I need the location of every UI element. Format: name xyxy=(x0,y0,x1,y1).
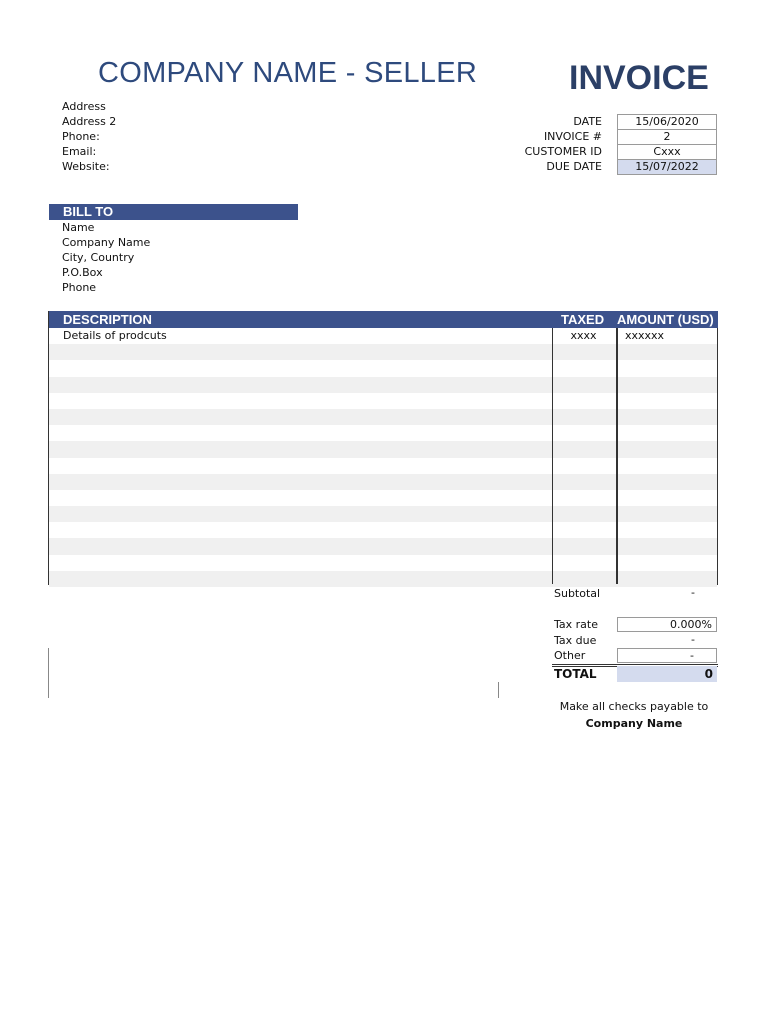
seller-email: Email: xyxy=(62,145,97,158)
bill-to-pobox: P.O.Box xyxy=(62,266,103,279)
bill-to-company: Company Name xyxy=(62,236,151,249)
meta-label-customer-id: CUSTOMER ID xyxy=(524,145,602,158)
meta-value-invoice-number[interactable]: 2 xyxy=(617,129,717,144)
column-divider-amount xyxy=(616,328,618,584)
payable-note xyxy=(540,698,728,732)
meta-label-due-date: DUE DATE xyxy=(546,160,602,173)
bill-to-phone: Phone xyxy=(62,281,97,294)
items-table xyxy=(48,311,718,585)
header-description: DESCRIPTION xyxy=(63,312,152,327)
tax-rate-input[interactable]: 0.000% xyxy=(617,617,717,632)
seller-info xyxy=(62,99,116,174)
total-value: 0 xyxy=(617,666,717,682)
seller-phone: Phone: xyxy=(62,130,100,143)
invoice-meta-labels xyxy=(470,114,602,174)
payable-company-name: Company Name xyxy=(585,717,683,730)
payable-company xyxy=(540,715,728,732)
bill-to-heading: BILL TO xyxy=(49,204,298,220)
meta-value-due-date[interactable]: 15/07/2022 xyxy=(617,159,717,175)
bill-to-name: Name xyxy=(62,221,95,234)
subtotal-value: - xyxy=(691,586,695,599)
other-input[interactable]: - xyxy=(617,648,717,663)
row-description: Details of prodcuts xyxy=(63,329,167,342)
cell-border-marker xyxy=(48,648,49,698)
header-amount: AMOUNT (USD) xyxy=(617,312,714,327)
invoice-meta-values xyxy=(617,114,717,175)
tax-due-label: Tax due xyxy=(554,634,597,647)
row-taxed: xxxx xyxy=(570,329,597,342)
company-name: COMPANY NAME - SELLER xyxy=(98,57,478,89)
total-label: TOTAL xyxy=(554,667,597,681)
bill-to-city: City, Country xyxy=(62,251,135,264)
seller-address-2: Address 2 xyxy=(62,115,117,128)
bill-to-info xyxy=(62,220,150,295)
column-divider-taxed xyxy=(552,328,553,584)
other-label: Other xyxy=(554,649,586,662)
meta-label-invoice-number: INVOICE # xyxy=(543,130,602,143)
tax-rate-label: Tax rate xyxy=(554,618,598,631)
row-amount: xxxxxx xyxy=(625,329,665,342)
meta-value-date[interactable]: 15/06/2020 xyxy=(617,114,717,129)
seller-website: Website: xyxy=(62,160,110,173)
payable-line: Make all checks payable to xyxy=(559,700,709,713)
header-taxed: TAXED xyxy=(561,312,605,327)
tax-due-value: - xyxy=(691,633,695,646)
items-table-header xyxy=(49,311,718,328)
cell-border-marker xyxy=(498,682,499,698)
meta-value-customer-id[interactable]: Cxxx xyxy=(617,144,717,159)
invoice-title: INVOICE xyxy=(569,59,709,97)
meta-label-date: DATE xyxy=(573,115,602,128)
subtotal-label: Subtotal xyxy=(554,587,601,600)
seller-address: Address xyxy=(62,100,106,113)
